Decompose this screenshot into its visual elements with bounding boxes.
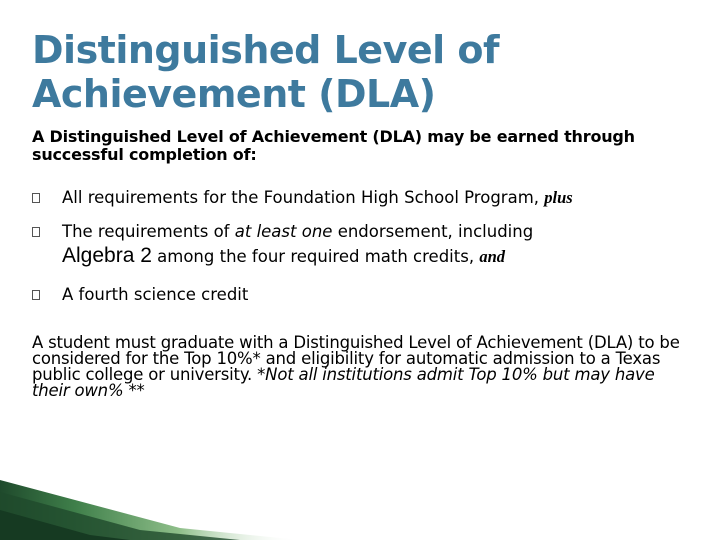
checkbox-bullet-icon <box>32 227 40 237</box>
bullet-1-suffix: plus <box>544 188 573 207</box>
bullet-2-algebra: Algebra 2 <box>62 244 152 267</box>
bullet-2-mid: endorsement, including <box>337 222 534 241</box>
bullet-2-suffix: and <box>479 247 506 266</box>
list-item <box>32 186 692 210</box>
title-line-2: Achievement (DLA) <box>32 72 436 116</box>
bullet-2-post: among the four required math credits, <box>157 247 475 266</box>
bullet-2-pre: The requirements of <box>62 222 230 241</box>
intro-text: A Distinguished Level of Achievement (DLA) may be earned through successful completion of: <box>32 127 635 164</box>
corner-decoration <box>0 440 720 540</box>
bullet-2-italic: at least one <box>234 222 333 241</box>
checkbox-bullet-icon <box>32 193 40 203</box>
title-line-1: Distinguished Level of <box>32 28 500 72</box>
body-paragraph <box>32 335 692 399</box>
slide-title <box>32 28 692 116</box>
bullet-1-text: All requirements for the Foundation High School Program, <box>62 188 540 207</box>
checkbox-bullet-icon <box>32 290 40 300</box>
list-item <box>32 220 692 269</box>
list-item <box>32 283 692 307</box>
bullet-3-text: A fourth science credit <box>62 285 249 304</box>
requirements-list <box>32 186 692 307</box>
footnote-text: *Not all institutions admit Top 10% but may have their own% ** <box>32 365 655 400</box>
paragraph-text: A student must graduate with a Distinguished Level of Achievement (DLA) to be considered for the Top 10%* and eligibility for automatic admission to a Texas public college or university. <box>32 333 680 384</box>
